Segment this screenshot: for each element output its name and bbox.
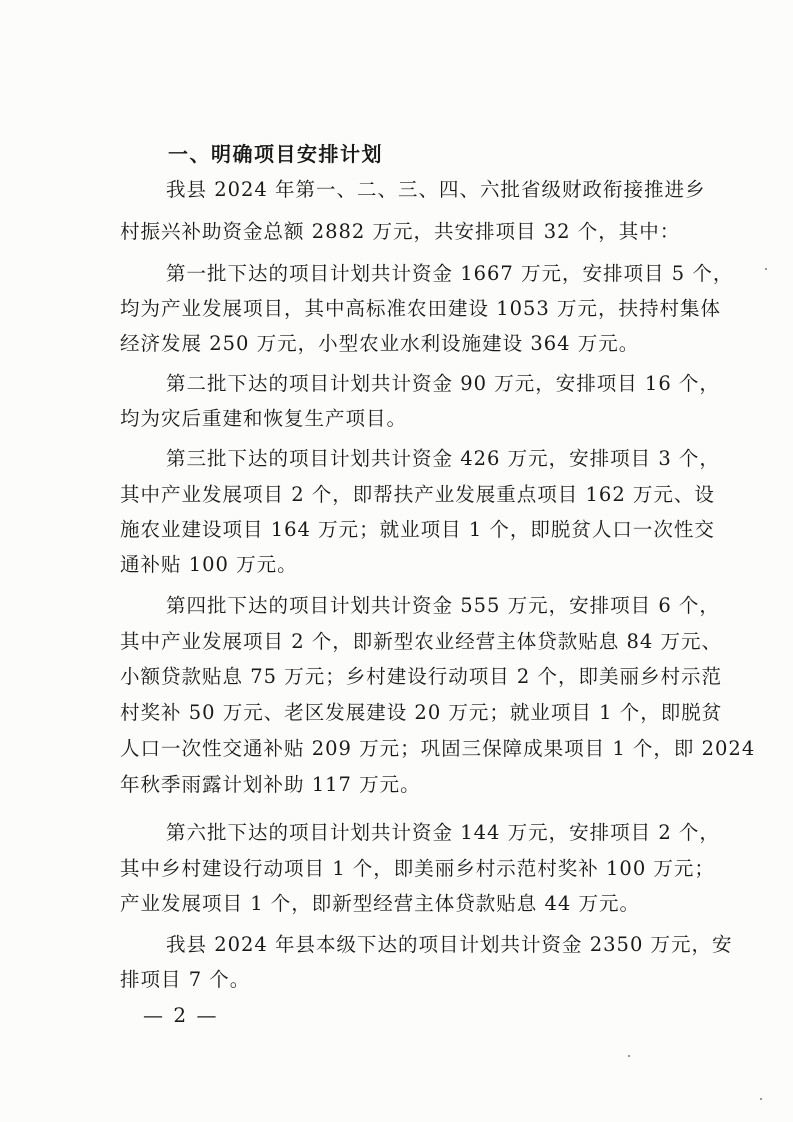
scan-speck (628, 1055, 630, 1057)
text-line: 经济发展 250 万元，小型农业水利设施建设 364 万元。 (120, 332, 640, 355)
text-line: 施农业建设项目 164 万元；就业项目 1 个，即脱贫人口一次性交 (120, 518, 715, 541)
section-heading: 一、明确项目安排计划 (168, 142, 383, 166)
text-line: 第一批下达的项目计划共计资金 1667 万元，安排项目 5 个， (166, 262, 734, 285)
text-line: 村振兴补助资金总额 2882 万元，共安排项目 32 个，其中： (120, 220, 681, 243)
text-line: 其中产业发展项目 2 个，即帮扶产业发展重点项目 162 万元、设 (120, 483, 715, 506)
text-line: 其中产业发展项目 2 个，即新型农业经营主体贷款贴息 84 万元、 (120, 630, 723, 653)
scan-speck (765, 268, 767, 270)
text-line: 第四批下达的项目计划共计资金 555 万元，安排项目 6 个， (166, 594, 720, 617)
scan-speck (760, 1098, 762, 1100)
text-line: 小额贷款贴息 75 万元；乡村建设行动项目 2 个，即美丽乡村示范 (120, 665, 723, 688)
text-line: 通补贴 100 万元。 (120, 553, 298, 576)
text-line: 均为产业发展项目，其中高标准农田建设 1053 万元，扶持村集体 (120, 297, 722, 320)
text-line: 排项目 7 个。 (120, 968, 251, 991)
text-line: 第三批下达的项目计划共计资金 426 万元，安排项目 3 个， (166, 447, 720, 470)
text-line: 第六批下达的项目计划共计资金 144 万元，安排项目 2 个， (166, 821, 720, 844)
page-number: — 2 — (143, 1003, 219, 1027)
text-line: 人口一次性交通补贴 209 万元；巩固三保障成果项目 1 个，即 2024 (120, 737, 756, 760)
text-line: 我县 2024 年第一、二、三、四、六批省级财政衔接推进乡 (166, 178, 706, 201)
text-line: 其中乡村建设行动项目 1 个，即美丽乡村示范村奖补 100 万元； (120, 857, 715, 880)
text-line: 第二批下达的项目计划共计资金 90 万元，安排项目 16 个， (166, 372, 720, 395)
text-line: 年秋季雨露计划补助 117 万元。 (120, 773, 421, 796)
text-line: 我县 2024 年县本级下达的项目计划共计资金 2350 万元，安 (166, 933, 733, 956)
text-line: 村奖补 50 万元、老区发展建设 20 万元；就业项目 1 个，即脱贫 (120, 701, 723, 724)
text-line: 产业发展项目 1 个，即新型经营主体贷款贴息 44 万元。 (120, 892, 641, 915)
text-line: 均为灾后重建和恢复生产项目。 (120, 407, 408, 430)
